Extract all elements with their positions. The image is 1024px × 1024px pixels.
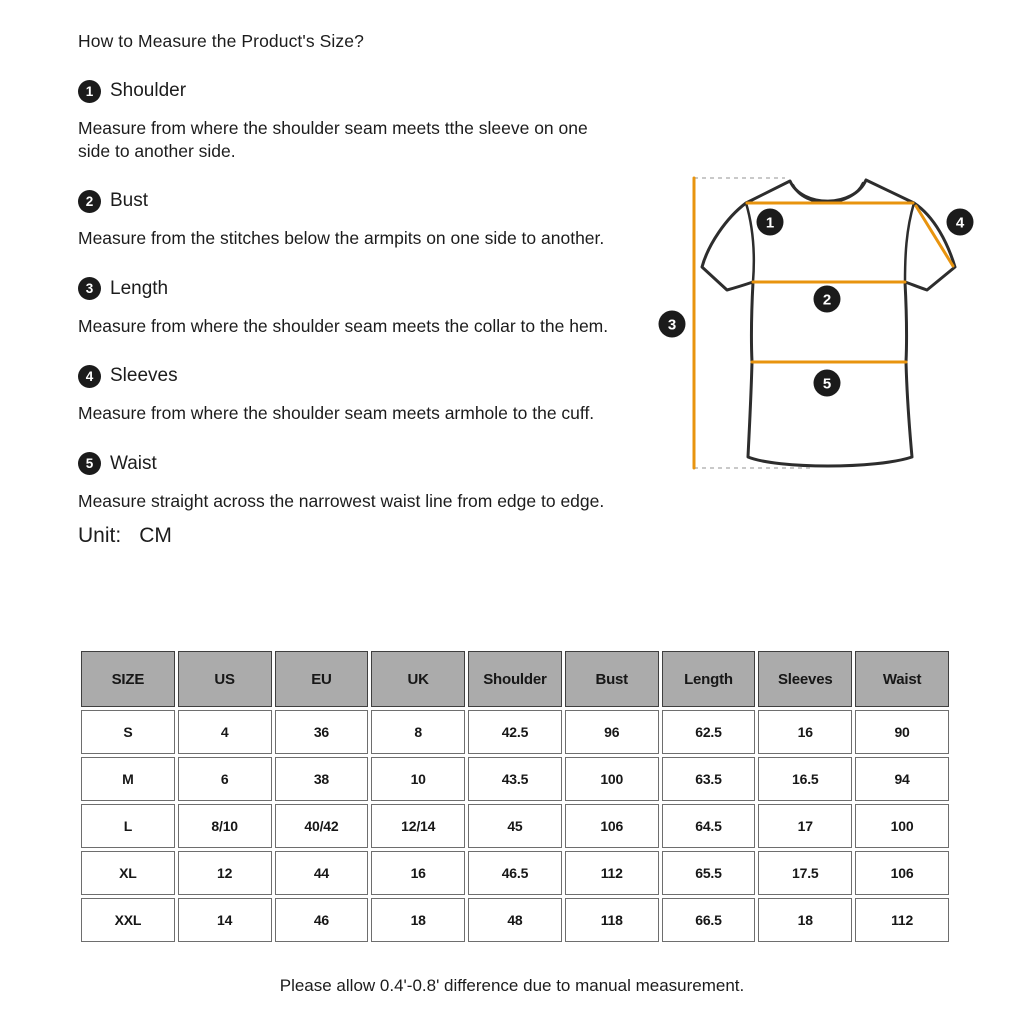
header-cell-eu: EU bbox=[275, 651, 369, 707]
instruction-heading bbox=[78, 364, 623, 388]
size-cell: 16 bbox=[371, 851, 465, 895]
table-row-xl bbox=[81, 851, 949, 895]
header-cell-size: SIZE bbox=[81, 651, 175, 707]
instructions-column bbox=[78, 30, 623, 548]
header-cell-length: Length bbox=[662, 651, 756, 707]
size-table-header bbox=[81, 651, 949, 707]
header-cell-bust: Bust bbox=[565, 651, 659, 707]
size-cell: 118 bbox=[565, 898, 659, 942]
size-cell: 66.5 bbox=[662, 898, 756, 942]
size-cell: 14 bbox=[178, 898, 272, 942]
size-cell: 36 bbox=[275, 710, 369, 754]
size-cell: 65.5 bbox=[662, 851, 756, 895]
size-cell: 40/42 bbox=[275, 804, 369, 848]
marker-1-number: 1 bbox=[765, 214, 775, 232]
marker-3-number: 3 bbox=[667, 316, 677, 334]
size-cell: 12/14 bbox=[371, 804, 465, 848]
size-cell: 106 bbox=[565, 804, 659, 848]
instruction-bust bbox=[78, 189, 623, 250]
table-row-l bbox=[81, 804, 949, 848]
unit-label: Unit: bbox=[78, 524, 122, 547]
table-row-xxl bbox=[81, 898, 949, 942]
marker-2 bbox=[814, 286, 841, 313]
size-cell: 42.5 bbox=[468, 710, 562, 754]
size-cell: 94 bbox=[855, 757, 949, 801]
marker-1 bbox=[757, 209, 784, 236]
size-cell: 96 bbox=[565, 710, 659, 754]
header-row bbox=[81, 651, 949, 707]
size-cell: L bbox=[81, 804, 175, 848]
size-cell: 16.5 bbox=[758, 757, 852, 801]
size-cell: 17.5 bbox=[758, 851, 852, 895]
size-table-body bbox=[81, 710, 949, 942]
instruction-label: Length bbox=[110, 277, 169, 299]
instruction-label: Bust bbox=[110, 190, 149, 211]
marker-5 bbox=[814, 370, 841, 397]
instruction-heading bbox=[78, 277, 623, 301]
size-cell: 62.5 bbox=[662, 710, 756, 754]
header-cell-shoulder: Shoulder bbox=[468, 651, 562, 707]
header-cell-waist: Waist bbox=[855, 651, 949, 707]
instruction-label: Waist bbox=[110, 452, 157, 474]
size-cell: 8/10 bbox=[178, 804, 272, 848]
size-cell: 44 bbox=[275, 851, 369, 895]
size-cell: 6 bbox=[178, 757, 272, 801]
instruction-waist bbox=[78, 452, 623, 513]
size-cell: 100 bbox=[855, 804, 949, 848]
step-5-badge: 5 bbox=[78, 452, 101, 475]
instruction-length bbox=[78, 277, 623, 338]
step-4-badge: 4 bbox=[78, 365, 101, 388]
size-cell: 112 bbox=[855, 898, 949, 942]
size-cell: 48 bbox=[468, 898, 562, 942]
marker-3 bbox=[659, 311, 686, 338]
instruction-description: Measure from where the shoulder seam meets tthe sleeve on one side to another side. bbox=[78, 118, 588, 161]
tshirt-outline bbox=[702, 180, 955, 466]
instruction-description: Measure from the stitches below the armpits on one side to another. bbox=[78, 228, 605, 248]
size-cell: S bbox=[81, 710, 175, 754]
size-table bbox=[78, 648, 952, 945]
tshirt-diagram bbox=[650, 160, 1024, 490]
size-cell: 17 bbox=[758, 804, 852, 848]
step-3-badge: 3 bbox=[78, 277, 101, 300]
size-cell: 8 bbox=[371, 710, 465, 754]
instruction-shoulder bbox=[78, 79, 623, 162]
unit-indicator bbox=[78, 524, 623, 548]
page-title: How to Measure the Product's Size? bbox=[78, 31, 364, 51]
instruction-heading bbox=[78, 189, 623, 213]
instruction-description: Measure from where the shoulder seam meets armhole to the cuff. bbox=[78, 403, 595, 423]
size-cell: 112 bbox=[565, 851, 659, 895]
instruction-heading bbox=[78, 79, 623, 103]
header-cell-us: US bbox=[178, 651, 272, 707]
size-cell: 18 bbox=[758, 898, 852, 942]
table-row-m bbox=[81, 757, 949, 801]
header-cell-uk: UK bbox=[371, 651, 465, 707]
size-cell: 16 bbox=[758, 710, 852, 754]
size-cell: 46 bbox=[275, 898, 369, 942]
instruction-label: Shoulder bbox=[110, 80, 187, 101]
size-cell: 4 bbox=[178, 710, 272, 754]
instruction-label: Sleeves bbox=[110, 365, 178, 386]
instruction-sleeves bbox=[78, 364, 623, 425]
instruction-description: Measure straight across the narrowest waist line from edge to edge. bbox=[78, 490, 605, 511]
step-1-badge: 1 bbox=[78, 80, 101, 103]
size-cell: 46.5 bbox=[468, 851, 562, 895]
size-cell: 45 bbox=[468, 804, 562, 848]
size-cell: 63.5 bbox=[662, 757, 756, 801]
instruction-description: Measure from where the shoulder seam meets the collar to the hem. bbox=[78, 315, 609, 336]
size-cell: 64.5 bbox=[662, 804, 756, 848]
size-cell: 100 bbox=[565, 757, 659, 801]
marker-4-number: 4 bbox=[955, 214, 965, 232]
marker-5-number: 5 bbox=[822, 375, 832, 393]
instruction-heading bbox=[78, 452, 623, 476]
size-cell: 18 bbox=[371, 898, 465, 942]
header-cell-sleeves: Sleeves bbox=[758, 651, 852, 707]
unit-value: CM bbox=[139, 524, 172, 547]
marker-4 bbox=[947, 209, 974, 236]
size-cell: 38 bbox=[275, 757, 369, 801]
size-cell: 43.5 bbox=[468, 757, 562, 801]
size-cell: 10 bbox=[371, 757, 465, 801]
measurement-disclaimer: Please allow 0.4'-0.8' difference due to manual measurement. bbox=[279, 976, 745, 995]
step-2-badge: 2 bbox=[78, 190, 101, 213]
marker-2-number: 2 bbox=[822, 291, 832, 309]
size-cell: XXL bbox=[81, 898, 175, 942]
table-row-s bbox=[81, 710, 949, 754]
size-cell: M bbox=[81, 757, 175, 801]
size-cell: 12 bbox=[178, 851, 272, 895]
size-cell: 106 bbox=[855, 851, 949, 895]
size-cell: 90 bbox=[855, 710, 949, 754]
size-cell: XL bbox=[81, 851, 175, 895]
